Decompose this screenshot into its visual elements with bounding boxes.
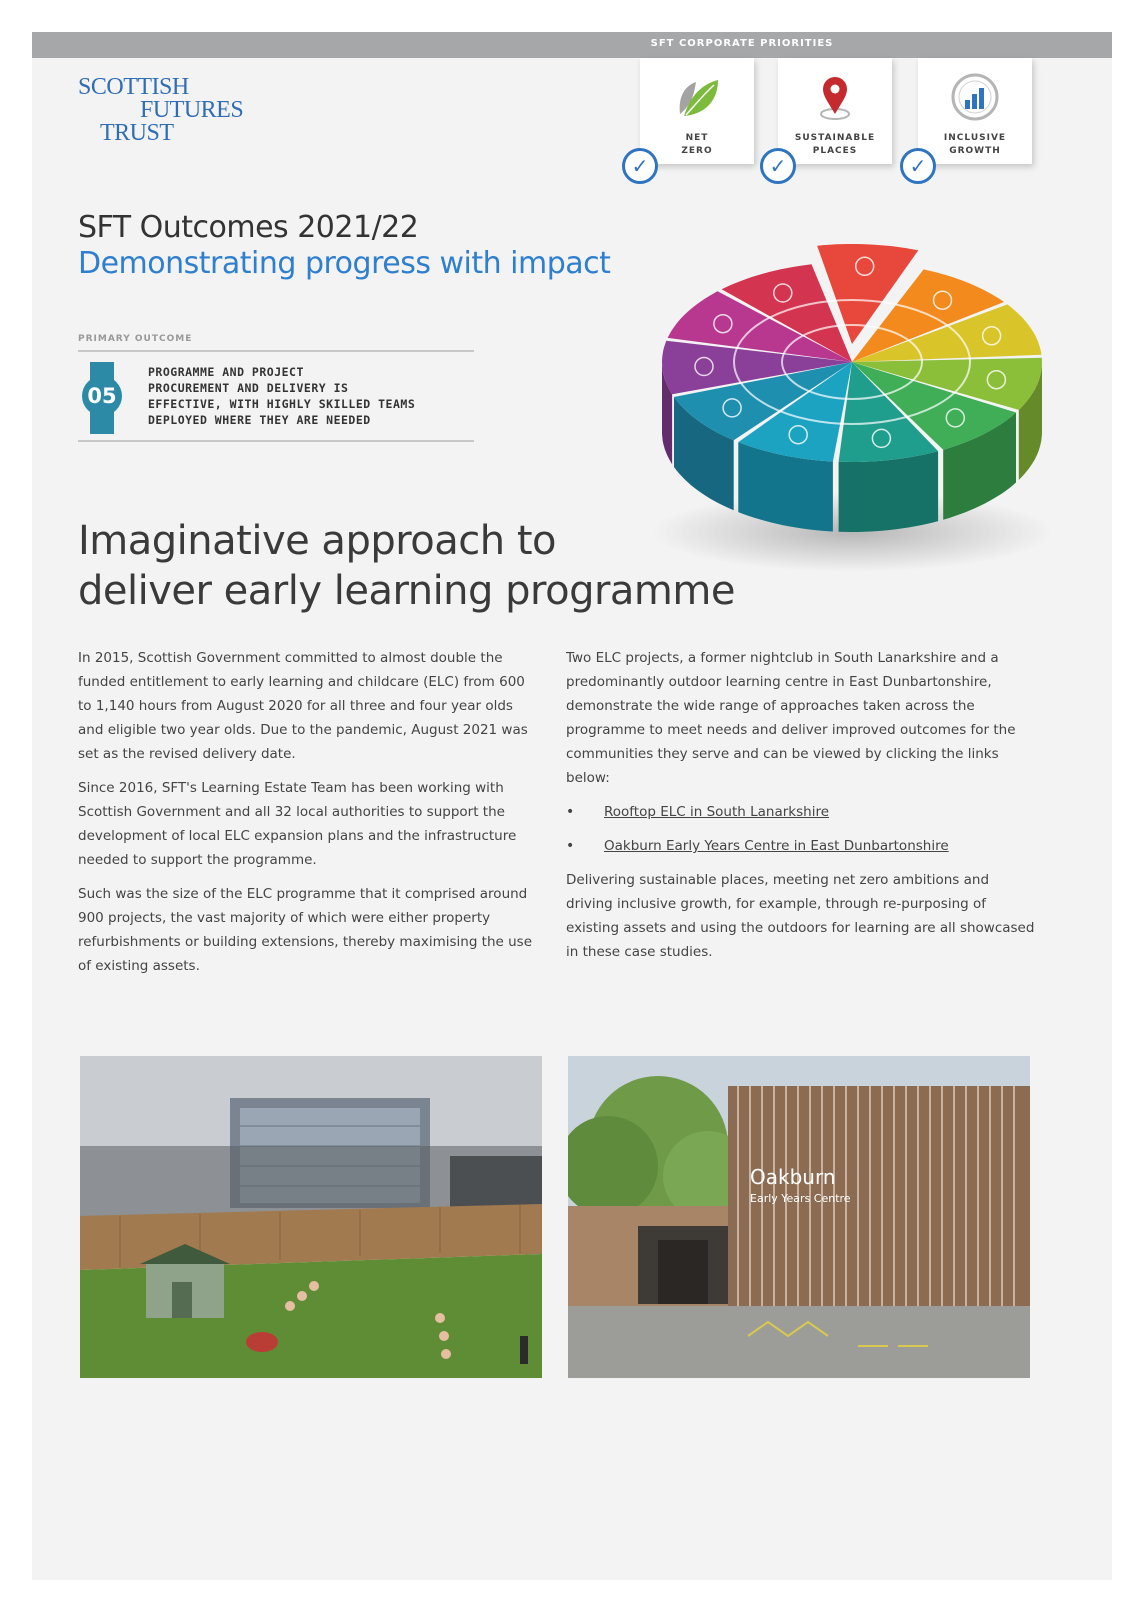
oakburn-centre-photo — [568, 1056, 1030, 1378]
primary-outcome-label: PRIMARY OUTCOME — [78, 334, 193, 344]
body-column-right — [566, 646, 1036, 974]
pie-segment-side — [839, 451, 939, 532]
map-pin-icon — [808, 70, 862, 124]
logo-line-1: SCOTTISH — [78, 74, 189, 100]
body-paragraph-2: Since 2016, SFT's Learning Estate Team has been working with Scottish Government and all 32 local authorities to support the development of local ELC expansion plans and the infrastructure needed to support the programme. — [78, 780, 517, 868]
priority-label-net-zero: NET ZERO — [681, 133, 713, 156]
body-paragraph-closing: Delivering sustainable places, meeting net zero ambitions and driving inclusive growth, for example, through re-purposing of existing assets and using the outdoors for learning are all showcased in these case studies. — [566, 872, 1035, 960]
check-icon-net-zero: ✓ — [622, 148, 658, 184]
check-icon-inclusive-growth: ✓ — [900, 148, 936, 184]
body-paragraph-1: In 2015, Scottish Government committed to almost double the funded entitlement to early learning and childcare (ELC) from 600 to 1,140 hours from August 2020 for all three and four year olds and eligible two year olds. Due to the pandemic, August 2021 was set as the revised delivery date. — [78, 650, 528, 762]
body-paragraph-intro: Two ELC projects, a former nightclub in South Lanarkshire and a predominantly outdoor learning centre in East Dunbartonshire, demonstrate the wide range of approaches taken across the programme to meet needs and deliver improved outcomes for the communities they serve and can be viewed by clicking the links below: — [566, 650, 1016, 786]
body-paragraph-3: Such was the size of the ELC programme that it comprised around 900 projects, the vast majority of which were either property refurbishments or building extensions, thereby maximising the use of existing assets. — [78, 886, 533, 974]
priority-card-net-zero — [640, 58, 754, 164]
growth-chart-icon — [948, 70, 1002, 124]
document-page — [32, 32, 1112, 1580]
priority-label-sustainable-places: SUSTAINABLE PLACES — [794, 133, 876, 156]
page-subtitle: Demonstrating progress with impact — [78, 246, 611, 281]
list-item — [566, 800, 1036, 824]
oakburn-sign-subtitle: Early Years Centre — [750, 1192, 851, 1205]
sft-logo — [78, 76, 298, 156]
corporate-priorities-bar — [32, 32, 1112, 58]
primary-outcome-box — [78, 350, 474, 442]
pie-tops — [662, 244, 1042, 462]
outcome-statement: PROGRAMME AND PROJECT PROCUREMENT AND DELIVERY IS EFFECTIVE, WITH HIGHLY SKILLED TEAMS DEPLOYED WHERE THEY ARE NEEDED — [148, 365, 416, 427]
corporate-priorities-label: SFT CORPORATE PRIORITIES — [650, 38, 834, 49]
leaf-icon — [670, 70, 724, 124]
oakburn-link[interactable]: Oakburn Early Years Centre in East Dunbartonshire — [604, 838, 949, 854]
check-icon-sustainable-places: ✓ — [760, 148, 796, 184]
page-title: SFT Outcomes 2021/22 — [78, 210, 419, 245]
logo-line-2: FUTURES — [140, 97, 244, 123]
case-study-links — [566, 800, 1036, 858]
priority-label-inclusive-growth: INCLUSIVE GROWTH — [943, 133, 1007, 156]
rooftop-elc-link[interactable]: Rooftop ELC in South Lanarkshire — [604, 804, 830, 820]
priority-card-sustainable-places — [778, 58, 892, 164]
logo-line-3: TRUST — [100, 120, 174, 146]
oakburn-sign-title: Oakburn — [750, 1165, 836, 1189]
body-column-left — [78, 646, 538, 988]
rooftop-elc-photo — [80, 1056, 542, 1378]
priority-card-inclusive-growth — [918, 58, 1032, 164]
article-headline: Imaginative approach to deliver early learning programme — [78, 518, 735, 614]
list-item — [566, 834, 1036, 858]
outcome-number-badge: 05 — [82, 376, 122, 416]
